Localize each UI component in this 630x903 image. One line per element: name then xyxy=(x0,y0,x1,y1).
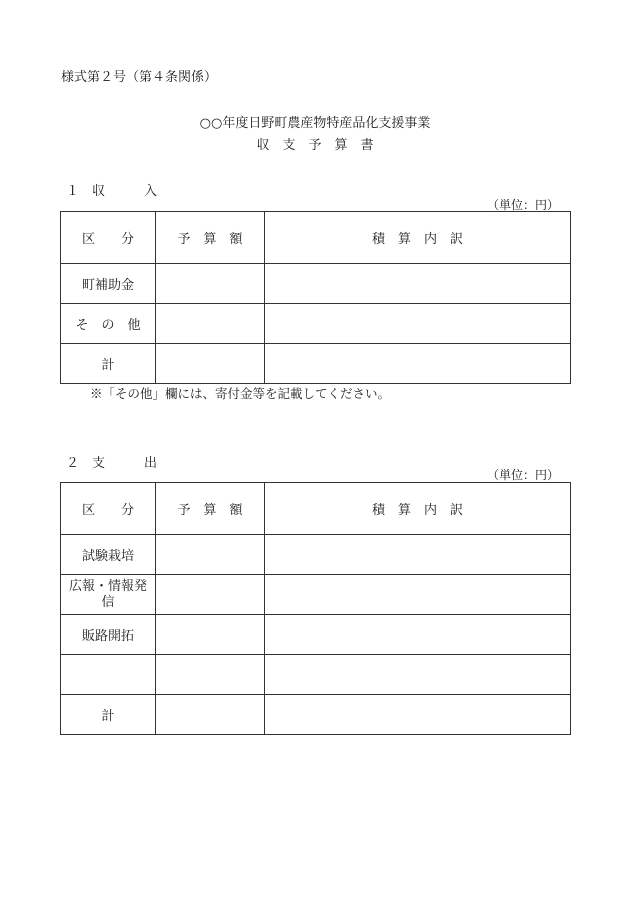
row-category: 町補助金 xyxy=(61,264,156,304)
details-cell[interactable] xyxy=(265,615,571,655)
amount-cell[interactable] xyxy=(156,535,265,575)
details-cell[interactable] xyxy=(265,535,571,575)
amount-cell[interactable] xyxy=(156,655,265,695)
income-table xyxy=(60,211,571,384)
details-cell[interactable] xyxy=(265,655,571,695)
total-row xyxy=(61,695,571,735)
row-category: 計 xyxy=(61,695,156,735)
header-details: 積 算 内 訳 xyxy=(265,212,571,264)
table-row xyxy=(61,535,571,575)
table-row xyxy=(61,655,571,695)
expense-table xyxy=(60,482,571,735)
expense-heading: ２ 支 出 xyxy=(66,456,158,471)
table-row xyxy=(61,304,571,344)
table-row xyxy=(61,264,571,304)
header-amount: 予 算 額 xyxy=(156,212,265,264)
row-category: 計 xyxy=(61,344,156,384)
row-category: 販路開拓 xyxy=(61,615,156,655)
amount-cell[interactable] xyxy=(156,615,265,655)
total-row xyxy=(61,344,571,384)
amount-cell[interactable] xyxy=(156,264,265,304)
header-category: 区 分 xyxy=(61,483,156,535)
document-title: ○○年度日野町農産物特産品化支援事業 xyxy=(199,116,431,131)
header-category: 区 分 xyxy=(61,212,156,264)
amount-cell[interactable] xyxy=(156,344,265,384)
details-cell[interactable] xyxy=(265,344,571,384)
income-header-row xyxy=(61,212,571,264)
details-cell[interactable] xyxy=(265,304,571,344)
row-category: そ の 他 xyxy=(61,304,156,344)
income-unit-label: （単位：円） xyxy=(486,198,559,212)
table-row xyxy=(61,615,571,655)
income-heading: １ 収 入 xyxy=(66,184,158,199)
amount-cell[interactable] xyxy=(156,695,265,735)
details-cell[interactable] xyxy=(265,695,571,735)
document-subtitle: 収 支 予 算 書 xyxy=(256,138,374,153)
amount-cell[interactable] xyxy=(156,304,265,344)
details-cell[interactable] xyxy=(265,575,571,615)
income-note: ※「その他」欄には、寄付金等を記載してください。 xyxy=(90,386,391,401)
row-category: 広報・情報発信 xyxy=(61,575,156,615)
row-category[interactable] xyxy=(61,655,156,695)
form-number: 様式第２号（第４条関係） xyxy=(61,70,218,85)
details-cell[interactable] xyxy=(265,264,571,304)
header-amount: 予 算 額 xyxy=(156,483,265,535)
expense-unit-label: （単位：円） xyxy=(486,468,559,482)
header-details: 積 算 内 訳 xyxy=(265,483,571,535)
row-category: 試験栽培 xyxy=(61,535,156,575)
amount-cell[interactable] xyxy=(156,575,265,615)
table-row xyxy=(61,575,571,615)
expense-header-row xyxy=(61,483,571,535)
